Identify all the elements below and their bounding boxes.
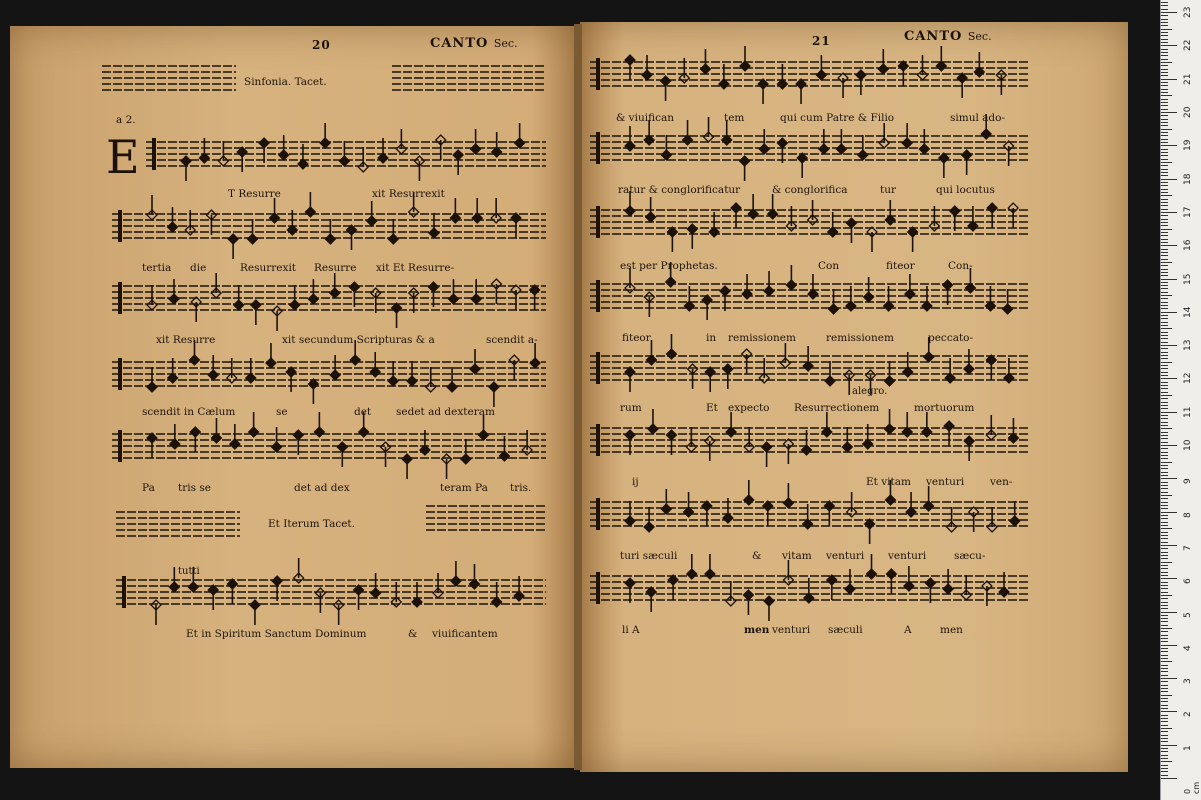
ruler-tick bbox=[1161, 525, 1168, 526]
ruler-tick bbox=[1161, 242, 1168, 243]
ruler-tick bbox=[1161, 89, 1168, 90]
ruler-label: 3 bbox=[1183, 678, 1193, 685]
ruler-tick bbox=[1161, 572, 1168, 573]
staff-rest-left-b bbox=[392, 66, 546, 90]
ruler-tick bbox=[1161, 578, 1177, 579]
ruler-tick bbox=[1161, 455, 1168, 456]
ruler-tick bbox=[1161, 195, 1172, 196]
ruler-tick bbox=[1161, 721, 1168, 722]
ruler-tick bbox=[1161, 488, 1168, 489]
ruler-tick bbox=[1161, 755, 1168, 756]
ruler-tick bbox=[1161, 332, 1168, 333]
ruler-tick bbox=[1161, 92, 1168, 93]
ruler-tick bbox=[1161, 262, 1172, 263]
ruler-label: 4 bbox=[1183, 645, 1193, 651]
ruler-tick bbox=[1161, 358, 1168, 359]
ruler-tick bbox=[1161, 542, 1168, 543]
ruler-tick bbox=[1161, 415, 1168, 416]
ruler-tick bbox=[1161, 741, 1168, 742]
ruler-tick bbox=[1161, 498, 1168, 499]
ruler-tick bbox=[1161, 518, 1168, 519]
ruler-tick bbox=[1161, 628, 1172, 629]
ruler-tick bbox=[1161, 405, 1168, 406]
ruler-tick bbox=[1161, 761, 1172, 762]
ruler-label: 12 bbox=[1183, 372, 1193, 385]
ruler-tick bbox=[1161, 482, 1168, 483]
ruler-tick bbox=[1161, 688, 1168, 689]
ruler-tick bbox=[1161, 382, 1168, 383]
ruler-tick bbox=[1161, 305, 1168, 306]
ruler-tick bbox=[1161, 59, 1168, 60]
ruler-tick bbox=[1161, 768, 1168, 769]
ruler-tick bbox=[1161, 368, 1168, 369]
ruler-tick bbox=[1161, 119, 1168, 120]
ruler-tick bbox=[1161, 29, 1172, 30]
ruler-tick bbox=[1161, 165, 1168, 166]
ruler-tick bbox=[1161, 112, 1177, 113]
ruler-tick bbox=[1161, 298, 1168, 299]
ruler-tick bbox=[1161, 295, 1172, 296]
ruler-tick bbox=[1161, 691, 1168, 692]
ruler-tick bbox=[1161, 412, 1177, 413]
staff-right-8 bbox=[590, 554, 1028, 621]
ruler-tick bbox=[1161, 738, 1168, 739]
ruler-tick bbox=[1161, 655, 1168, 656]
ruler-label: 8 bbox=[1183, 511, 1193, 518]
staff-rest-left-a bbox=[102, 66, 236, 90]
ruler-unit-label: 0 cm bbox=[1183, 781, 1201, 794]
ruler-tick bbox=[1161, 708, 1168, 709]
ruler-tick bbox=[1161, 725, 1168, 726]
ruler-tick bbox=[1161, 608, 1168, 609]
ruler-tick bbox=[1161, 555, 1168, 556]
ruler-tick bbox=[1161, 269, 1168, 270]
ruler-tick bbox=[1161, 19, 1168, 20]
ruler-tick bbox=[1161, 592, 1168, 593]
ruler-tick bbox=[1161, 372, 1168, 373]
ruler-tick bbox=[1161, 152, 1168, 153]
ruler-tick bbox=[1161, 259, 1168, 260]
ruler-tick bbox=[1161, 209, 1168, 210]
ruler-tick bbox=[1161, 625, 1168, 626]
ruler-tick bbox=[1161, 199, 1168, 200]
ruler-label: 22 bbox=[1183, 39, 1193, 52]
ruler-tick bbox=[1161, 35, 1168, 36]
staff-right-5 bbox=[590, 334, 1028, 395]
ruler-label: 19 bbox=[1183, 139, 1193, 152]
ruler-tick bbox=[1161, 392, 1168, 393]
ruler-tick bbox=[1161, 638, 1168, 639]
ruler-tick bbox=[1161, 548, 1168, 549]
ruler-tick bbox=[1161, 402, 1168, 403]
ruler-label: 16 bbox=[1183, 239, 1193, 252]
et-iterum-tacet-label: Et Iterum Tacet. bbox=[268, 518, 355, 530]
ruler-tick bbox=[1161, 445, 1177, 446]
ruler-tick bbox=[1161, 102, 1168, 103]
ruler-tick bbox=[1161, 595, 1172, 596]
ruler-tick bbox=[1161, 109, 1168, 110]
right-part-name: CANTO Sec. bbox=[904, 29, 992, 44]
ruler-tick bbox=[1161, 562, 1172, 563]
ruler-tick bbox=[1161, 125, 1168, 126]
ruler-tick bbox=[1161, 69, 1168, 70]
ruler-tick bbox=[1161, 135, 1168, 136]
initial-letter: E bbox=[106, 130, 140, 184]
ruler-tick bbox=[1161, 575, 1168, 576]
ruler-tick bbox=[1161, 235, 1168, 236]
ruler-tick bbox=[1161, 515, 1168, 516]
ruler-tick bbox=[1161, 189, 1168, 190]
ruler-tick bbox=[1161, 475, 1168, 476]
ruler-tick bbox=[1161, 72, 1168, 73]
ruler-tick bbox=[1161, 538, 1168, 539]
ruler-tick bbox=[1161, 715, 1168, 716]
ruler-label: 17 bbox=[1183, 206, 1193, 218]
ruler-tick bbox=[1161, 25, 1168, 26]
ruler-tick bbox=[1161, 202, 1168, 203]
ruler-label: 6 bbox=[1183, 578, 1193, 585]
section-mark: a 2. bbox=[116, 114, 136, 126]
staff-left-2 bbox=[112, 192, 546, 259]
ruler-tick bbox=[1161, 748, 1168, 749]
ruler-tick bbox=[1161, 378, 1177, 379]
ruler-tick bbox=[1161, 345, 1177, 346]
ruler-tick bbox=[1161, 185, 1168, 186]
ruler-tick bbox=[1161, 375, 1168, 376]
ruler-tick bbox=[1161, 532, 1168, 533]
ruler-tick bbox=[1161, 328, 1172, 329]
ruler-tick bbox=[1161, 735, 1168, 736]
ruler-tick bbox=[1161, 9, 1168, 10]
left-part-name: CANTO Sec. bbox=[430, 36, 518, 51]
ruler-tick bbox=[1161, 225, 1168, 226]
ruler-tick bbox=[1161, 275, 1168, 276]
ruler-tick bbox=[1161, 565, 1168, 566]
ruler-tick bbox=[1161, 665, 1168, 666]
staff-right-4 bbox=[590, 262, 1028, 320]
ruler-tick bbox=[1161, 528, 1172, 529]
ruler-tick bbox=[1161, 282, 1168, 283]
ruler-label: 18 bbox=[1183, 173, 1193, 185]
ruler-tick bbox=[1161, 668, 1168, 669]
staff-left-6 bbox=[116, 558, 546, 625]
ruler-tick bbox=[1161, 635, 1168, 636]
ruler-tick bbox=[1161, 95, 1172, 96]
ruler-tick bbox=[1161, 651, 1168, 652]
ruler-tick bbox=[1161, 495, 1172, 496]
ruler-tick bbox=[1161, 448, 1168, 449]
ruler-tick bbox=[1161, 155, 1168, 156]
ruler-tick bbox=[1161, 728, 1172, 729]
ruler-tick bbox=[1161, 765, 1168, 766]
staff-left-4 bbox=[112, 340, 546, 407]
ruler-tick bbox=[1161, 731, 1168, 732]
ruler-tick bbox=[1161, 388, 1168, 389]
ruler-tick bbox=[1161, 522, 1168, 523]
staff-right-1 bbox=[590, 46, 1028, 104]
staff-rest-left-c bbox=[116, 512, 240, 536]
ruler-tick bbox=[1161, 169, 1168, 170]
ruler-label: 21 bbox=[1183, 73, 1193, 85]
ruler-tick bbox=[1161, 598, 1168, 599]
ruler-tick bbox=[1161, 179, 1177, 180]
ruler-label: 11 bbox=[1183, 406, 1193, 418]
ruler-tick bbox=[1161, 322, 1168, 323]
ruler-tick bbox=[1161, 362, 1172, 363]
ruler-tick bbox=[1161, 302, 1168, 303]
ruler-tick bbox=[1161, 252, 1168, 253]
ruler-tick bbox=[1161, 192, 1168, 193]
ruler-tick bbox=[1161, 621, 1168, 622]
ruler-tick bbox=[1161, 492, 1168, 493]
ruler-tick bbox=[1161, 255, 1168, 256]
ruler-tick bbox=[1161, 312, 1177, 313]
ruler-tick bbox=[1161, 222, 1168, 223]
ruler-tick bbox=[1161, 758, 1168, 759]
ruler-tick bbox=[1161, 62, 1172, 63]
ruler-label: 23 bbox=[1183, 6, 1193, 19]
ruler-tick bbox=[1161, 318, 1168, 319]
ruler-tick bbox=[1161, 348, 1168, 349]
ruler-tick bbox=[1161, 661, 1172, 662]
ruler-tick bbox=[1161, 172, 1168, 173]
ruler-tick bbox=[1161, 149, 1168, 150]
ruler-tick bbox=[1161, 778, 1177, 779]
ruler-label: 9 bbox=[1183, 478, 1193, 485]
ruler-tick bbox=[1161, 695, 1172, 696]
ruler-label: 2 bbox=[1183, 711, 1193, 718]
ruler-tick bbox=[1161, 105, 1168, 106]
ruler-tick bbox=[1161, 545, 1177, 546]
ruler-tick bbox=[1161, 85, 1168, 86]
ruler-tick bbox=[1161, 22, 1168, 23]
ruler-label: 15 bbox=[1183, 273, 1193, 285]
ruler-tick bbox=[1161, 249, 1168, 250]
tutti-label: tutti bbox=[178, 566, 200, 577]
ruler-tick bbox=[1161, 681, 1168, 682]
ruler-tick bbox=[1161, 365, 1168, 366]
ruler-tick bbox=[1161, 215, 1168, 216]
ruler-tick bbox=[1161, 5, 1168, 6]
ruler-tick bbox=[1161, 512, 1177, 513]
ruler-tick bbox=[1161, 182, 1168, 183]
staff-right-2 bbox=[590, 114, 1028, 181]
ruler-tick bbox=[1161, 418, 1168, 419]
ruler-tick bbox=[1161, 485, 1168, 486]
ruler-tick bbox=[1161, 468, 1168, 469]
ruler-tick bbox=[1161, 15, 1168, 16]
ruler-tick bbox=[1161, 771, 1168, 772]
ruler-tick bbox=[1161, 508, 1168, 509]
ruler-tick bbox=[1161, 408, 1168, 409]
ruler-tick bbox=[1161, 129, 1172, 130]
ruler-tick bbox=[1161, 558, 1168, 559]
ruler-tick bbox=[1161, 75, 1168, 76]
ruler-tick bbox=[1161, 239, 1168, 240]
ruler-tick bbox=[1161, 631, 1168, 632]
ruler-tick bbox=[1161, 32, 1168, 33]
ruler-label: 14 bbox=[1183, 306, 1193, 318]
alegro-label: alegro. bbox=[852, 386, 888, 397]
ruler-tick bbox=[1161, 568, 1168, 569]
staff-left-1 bbox=[146, 123, 546, 181]
ruler-tick bbox=[1161, 398, 1168, 399]
staff-left-3 bbox=[112, 273, 546, 331]
ruler-tick bbox=[1161, 229, 1172, 230]
sinfonia-tacet-label: Sinfonia. Tacet. bbox=[244, 76, 327, 88]
measuring-ruler bbox=[1160, 0, 1201, 800]
ruler-tick bbox=[1161, 122, 1168, 123]
ruler-label: 7 bbox=[1183, 545, 1193, 551]
ruler-tick bbox=[1161, 162, 1172, 163]
ruler-tick bbox=[1161, 605, 1168, 606]
ruler-tick bbox=[1161, 675, 1168, 676]
ruler-tick bbox=[1161, 308, 1168, 309]
ruler-tick bbox=[1161, 425, 1168, 426]
ruler-tick bbox=[1161, 745, 1177, 746]
ruler-tick bbox=[1161, 2, 1168, 3]
ruler-tick bbox=[1161, 338, 1168, 339]
ruler-tick bbox=[1161, 435, 1168, 436]
ruler-tick bbox=[1161, 175, 1168, 176]
ruler-tick bbox=[1161, 342, 1168, 343]
ruler-tick bbox=[1161, 325, 1168, 326]
ruler-label: 1 bbox=[1183, 744, 1193, 751]
ruler-tick bbox=[1161, 395, 1172, 396]
ruler-tick bbox=[1161, 701, 1168, 702]
ruler-tick bbox=[1161, 582, 1168, 583]
staff-right-6 bbox=[590, 409, 1028, 467]
ruler-tick bbox=[1161, 612, 1177, 613]
ruler-tick bbox=[1161, 705, 1168, 706]
ruler-tick bbox=[1161, 82, 1168, 83]
ruler-tick bbox=[1161, 205, 1168, 206]
ruler-label: 13 bbox=[1183, 339, 1193, 352]
ruler-tick bbox=[1161, 438, 1168, 439]
ruler-tick bbox=[1161, 432, 1168, 433]
ruler-tick bbox=[1161, 352, 1168, 353]
ruler-tick bbox=[1161, 685, 1168, 686]
ruler-tick bbox=[1161, 615, 1168, 616]
ruler-tick bbox=[1161, 288, 1168, 289]
ruler-tick bbox=[1161, 292, 1168, 293]
ruler-tick bbox=[1161, 45, 1177, 46]
ruler-tick bbox=[1161, 212, 1177, 213]
ruler-tick bbox=[1161, 711, 1177, 712]
left-page-number: 20 bbox=[312, 38, 331, 52]
ruler-tick bbox=[1161, 442, 1168, 443]
ruler-tick bbox=[1161, 658, 1168, 659]
ruler-tick bbox=[1161, 671, 1168, 672]
ruler-tick bbox=[1161, 385, 1168, 386]
ruler-tick bbox=[1161, 458, 1168, 459]
staff-right-7 bbox=[590, 480, 1028, 544]
ruler-tick bbox=[1161, 775, 1168, 776]
ruler-tick bbox=[1161, 159, 1168, 160]
ruler-tick bbox=[1161, 422, 1168, 423]
ruler-tick bbox=[1161, 552, 1168, 553]
ruler-tick bbox=[1161, 335, 1168, 336]
ruler-tick bbox=[1161, 428, 1172, 429]
ruler-label: 10 bbox=[1183, 439, 1193, 451]
ruler-tick bbox=[1161, 478, 1177, 479]
ruler-tick bbox=[1161, 641, 1168, 642]
ruler-tick bbox=[1161, 678, 1177, 679]
ruler-tick bbox=[1161, 142, 1168, 143]
ruler-tick bbox=[1161, 52, 1168, 53]
ruler-tick bbox=[1161, 12, 1177, 13]
staff-left-5 bbox=[112, 412, 546, 479]
ruler-tick bbox=[1161, 265, 1168, 266]
ruler-tick bbox=[1161, 645, 1177, 646]
ruler-tick bbox=[1161, 55, 1168, 56]
ruler-tick bbox=[1161, 132, 1168, 133]
ruler-tick bbox=[1161, 272, 1168, 273]
ruler-tick bbox=[1161, 602, 1168, 603]
ruler-tick bbox=[1161, 42, 1168, 43]
ruler-tick bbox=[1161, 315, 1168, 316]
ruler-tick bbox=[1161, 99, 1168, 100]
staff-rest-left-d bbox=[426, 506, 546, 530]
ruler-tick bbox=[1161, 65, 1168, 66]
staff-right-3 bbox=[590, 191, 1028, 252]
right-page-number: 21 bbox=[812, 34, 831, 48]
ruler-tick bbox=[1161, 718, 1168, 719]
ruler-tick bbox=[1161, 588, 1168, 589]
ruler-tick bbox=[1161, 585, 1168, 586]
ruler-tick bbox=[1161, 452, 1168, 453]
ruler-tick bbox=[1161, 465, 1168, 466]
ruler-tick bbox=[1161, 279, 1177, 280]
ruler-tick bbox=[1161, 39, 1168, 40]
ruler-tick bbox=[1161, 505, 1168, 506]
ruler-tick bbox=[1161, 285, 1168, 286]
ruler-tick bbox=[1161, 751, 1168, 752]
ruler-tick bbox=[1161, 648, 1168, 649]
ruler-tick bbox=[1161, 472, 1168, 473]
ruler-tick bbox=[1161, 49, 1168, 50]
ruler-tick bbox=[1161, 698, 1168, 699]
ruler-label: 20 bbox=[1183, 106, 1193, 118]
ruler-tick bbox=[1161, 618, 1168, 619]
ruler-tick bbox=[1161, 79, 1177, 80]
ruler-label: 5 bbox=[1183, 611, 1193, 618]
ruler-tick bbox=[1161, 115, 1168, 116]
ruler-tick bbox=[1161, 502, 1168, 503]
ruler-tick bbox=[1161, 145, 1177, 146]
ruler-tick bbox=[1161, 232, 1168, 233]
ruler-tick bbox=[1161, 535, 1168, 536]
ruler-tick bbox=[1161, 139, 1168, 140]
ruler-tick bbox=[1161, 219, 1168, 220]
ruler-tick bbox=[1161, 462, 1172, 463]
ruler-tick bbox=[1161, 245, 1177, 246]
ruler-tick bbox=[1161, 355, 1168, 356]
